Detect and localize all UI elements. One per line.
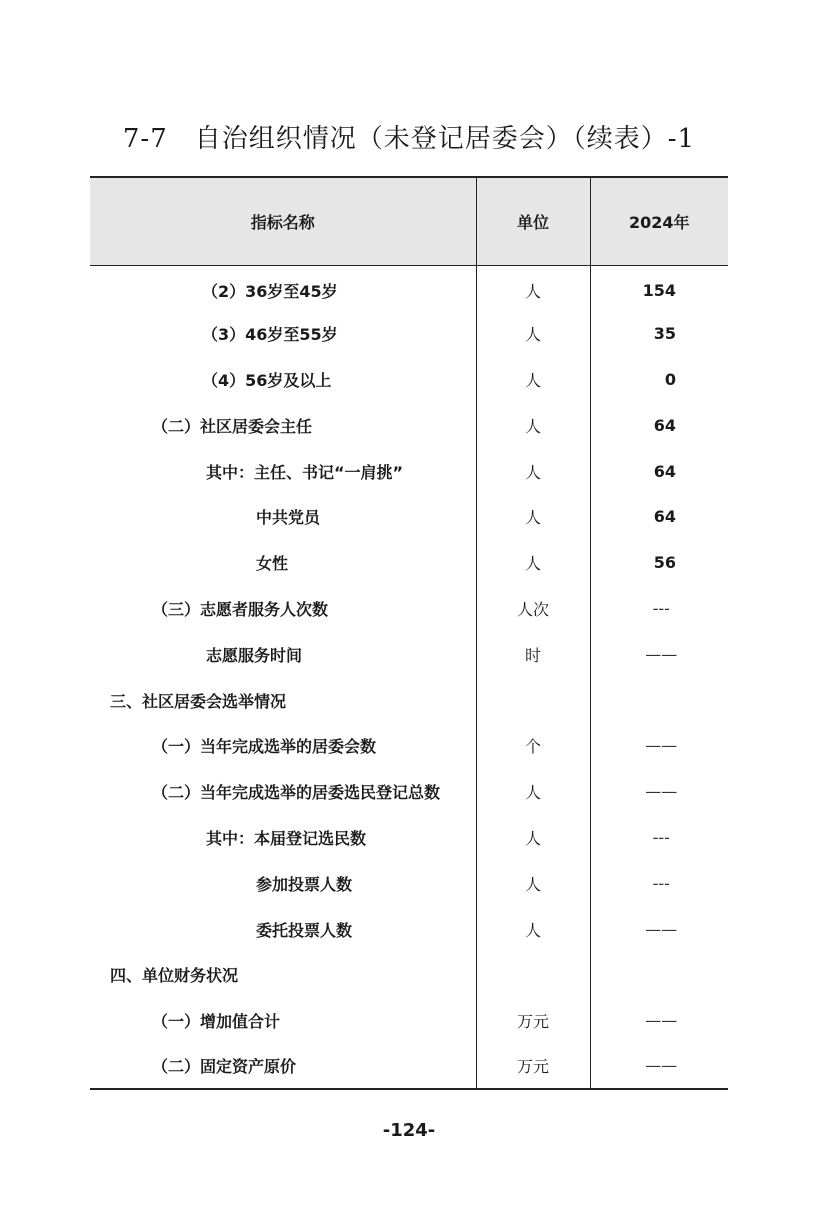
row-name: 女性 [256, 554, 289, 574]
row-unit: 人 [476, 311, 590, 357]
row-value: —— [590, 906, 728, 952]
row-value: —— [590, 631, 728, 677]
row-name: （二）固定资产原价 [90, 1044, 476, 1090]
row-name: （二）社区居委会主任 [152, 416, 313, 436]
table-row [90, 448, 728, 494]
row-unit: 人 [476, 265, 590, 311]
table-row [90, 402, 728, 448]
table-row [90, 677, 728, 723]
row-name: （一）增加值合计 [152, 1012, 281, 1032]
row-value: 64 [590, 402, 728, 448]
row-value: 56 [590, 540, 728, 586]
table-row [90, 265, 728, 311]
table-row [90, 357, 728, 403]
row-unit: 人 [476, 906, 590, 952]
row-name: （4）56岁及以上 [202, 370, 332, 390]
row-name: 志愿服务时间 [206, 645, 303, 665]
row-name: 委托投票人数 [256, 920, 353, 940]
row-name: 中共党员 [256, 508, 321, 528]
table-row [90, 723, 728, 769]
row-unit: 万元 [476, 1044, 590, 1090]
row-unit [476, 677, 590, 723]
table-row [90, 952, 728, 998]
statistics-table [90, 176, 728, 1090]
row-value: --- [590, 586, 728, 632]
table-row [90, 1044, 728, 1090]
row-unit: 人 [476, 815, 590, 861]
header-year: 2024年 [590, 177, 728, 265]
row-name: 其中：主任、书记“一肩挑” [206, 462, 404, 482]
row-unit: 人 [476, 540, 590, 586]
row-value: —— [590, 998, 728, 1044]
table-row [90, 769, 728, 815]
row-unit: 人 [476, 402, 590, 448]
row-name: （三）志愿者服务人次数 [152, 599, 329, 619]
row-name: （3）46岁至55岁 [202, 325, 338, 345]
row-unit: 个 [476, 723, 590, 769]
row-name: （二）当年完成选举的居委选民登记总数 [152, 783, 441, 803]
row-unit: 万元 [476, 998, 590, 1044]
table-row [90, 494, 728, 540]
row-name: 参加投票人数 [256, 874, 353, 894]
row-value: 0 [590, 357, 728, 403]
page-number: -124- [382, 1120, 436, 1141]
row-name: （一）当年完成选举的居委会数 [152, 737, 377, 757]
row-value [590, 677, 728, 723]
table-row [90, 860, 728, 906]
row-unit: 人 [476, 357, 590, 403]
row-value: --- [590, 815, 728, 861]
row-name: 四、单位财务状况 [110, 966, 239, 986]
row-unit: 时 [476, 631, 590, 677]
header-unit: 单位 [476, 177, 590, 265]
row-name: 其中：本届登记选民数 [206, 828, 367, 848]
row-name: 三、社区居委会选举情况 [110, 691, 287, 711]
row-unit [476, 952, 590, 998]
row-unit: 人 [476, 494, 590, 540]
row-value: 154 [590, 265, 728, 311]
table-row [90, 540, 728, 586]
row-unit: 人次 [476, 586, 590, 632]
table-row [90, 906, 728, 952]
row-value: 64 [590, 494, 728, 540]
table-row [90, 311, 728, 357]
row-value [590, 952, 728, 998]
row-unit: 人 [476, 860, 590, 906]
table-header-row [90, 177, 728, 265]
row-unit: 人 [476, 448, 590, 494]
row-value: —— [590, 1044, 728, 1090]
table-row [90, 631, 728, 677]
table-row [90, 998, 728, 1044]
row-unit: 人 [476, 769, 590, 815]
page-title: 7-7 自治组织情况（未登记居委会）（续表）-1 [122, 124, 696, 154]
row-value: 64 [590, 448, 728, 494]
row-value: —— [590, 769, 728, 815]
table-row [90, 586, 728, 632]
row-value: —— [590, 723, 728, 769]
row-name: （2）36岁至45岁 [202, 282, 338, 302]
table-row [90, 815, 728, 861]
header-indicator-name: 指标名称 [90, 177, 476, 265]
row-value: --- [590, 860, 728, 906]
row-value: 35 [590, 311, 728, 357]
